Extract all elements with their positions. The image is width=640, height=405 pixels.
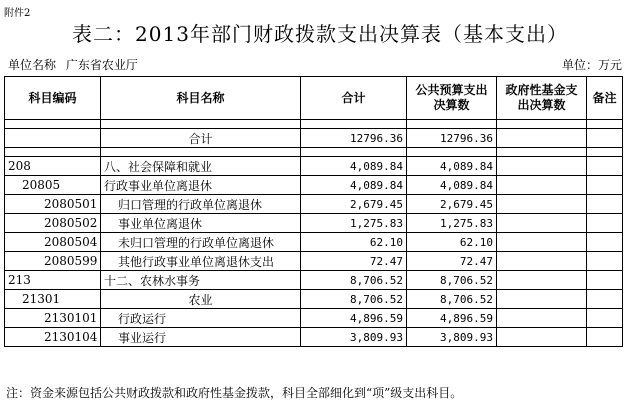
remark-cell <box>587 271 623 290</box>
table-row <box>5 328 623 347</box>
code-cell: 20805 <box>5 176 101 195</box>
header-row <box>5 77 623 120</box>
total-cell: 4,089.84 <box>301 157 407 176</box>
total-cell: 62.10 <box>301 233 407 252</box>
name-cell: 事业运行 <box>101 328 301 347</box>
gov-fund-cell <box>497 328 587 347</box>
page-title: 表二：2013年部门财政拨款支出决算表（基本支出） <box>72 22 568 46</box>
total-cell: 8,706.52 <box>301 290 407 309</box>
total-cell: 8,706.52 <box>301 271 407 290</box>
total-row <box>5 129 623 148</box>
public-budget-cell: 4,089.84 <box>407 157 497 176</box>
gov-fund-cell <box>497 290 587 309</box>
table-row <box>5 271 623 290</box>
table-row <box>5 290 623 309</box>
gov-fund-cell <box>497 176 587 195</box>
total-row-name: 合计 <box>101 129 301 148</box>
table-row <box>5 252 623 271</box>
public-budget-cell: 2,679.45 <box>407 195 497 214</box>
remark-cell <box>587 157 623 176</box>
header-public-budget: 公共预算支出决算数 <box>407 77 497 120</box>
code-cell: 2080501 <box>5 195 101 214</box>
gov-fund-cell <box>497 271 587 290</box>
remark-cell <box>587 290 623 309</box>
code-cell: 2080599 <box>5 252 101 271</box>
table-row <box>5 176 623 195</box>
total-cell: 4,089.84 <box>301 176 407 195</box>
name-cell: 行政运行 <box>101 309 301 328</box>
name-cell: 其他行政事业单位离退休支出 <box>101 252 301 271</box>
total-row-public-budget: 12796.36 <box>407 129 497 148</box>
table-row <box>5 157 623 176</box>
public-budget-cell: 4,896.59 <box>407 309 497 328</box>
public-budget-cell: 8,706.52 <box>407 290 497 309</box>
unit-info <box>8 56 144 73</box>
spacer-row <box>5 148 623 157</box>
name-cell: 农业 <box>101 290 301 309</box>
code-cell: 21301 <box>5 290 101 309</box>
public-budget-cell: 72.47 <box>407 252 497 271</box>
public-budget-cell: 8,706.52 <box>407 271 497 290</box>
code-cell: 208 <box>5 157 101 176</box>
expenditure-table <box>4 76 623 347</box>
header-gov-fund: 政府性基金支出决算数 <box>497 77 587 120</box>
total-cell: 72.47 <box>301 252 407 271</box>
total-cell: 1,275.83 <box>301 214 407 233</box>
total-cell: 4,896.59 <box>301 309 407 328</box>
remark-cell <box>587 252 623 271</box>
code-cell: 2130104 <box>5 328 101 347</box>
gov-fund-cell <box>497 252 587 271</box>
spacer-row <box>5 120 623 129</box>
name-cell: 未归口管理的行政单位离退休 <box>101 233 301 252</box>
header-total: 合计 <box>301 77 407 120</box>
public-budget-cell: 1,275.83 <box>407 214 497 233</box>
code-cell: 2080502 <box>5 214 101 233</box>
remark-cell <box>587 214 623 233</box>
header-code: 科目编码 <box>5 77 101 120</box>
remark-cell <box>587 309 623 328</box>
total-cell: 2,679.45 <box>301 195 407 214</box>
gov-fund-cell <box>497 214 587 233</box>
footnote: 注：资金来源包括公共财政拨款和政府性基金拨款，科目全部细化到“项”级支出科目。 <box>6 386 463 400</box>
name-cell: 事业单位离退休 <box>101 214 301 233</box>
remark-cell <box>587 195 623 214</box>
currency-label: 单位：万元 <box>561 58 622 72</box>
total-row-total: 12796.36 <box>301 129 407 148</box>
public-budget-cell: 3,809.93 <box>407 328 497 347</box>
attachment-label: 附件2 <box>4 8 31 19</box>
name-cell: 行政事业单位离退休 <box>101 176 301 195</box>
name-cell: 十二、农林水事务 <box>101 271 301 290</box>
code-cell: 213 <box>5 271 101 290</box>
unit-label: 单位名称 <box>8 58 57 72</box>
name-cell: 八、社会保障和就业 <box>101 157 301 176</box>
unit-name: 广东省农业厅 <box>65 58 138 72</box>
header-name: 科目名称 <box>101 77 301 120</box>
table-row <box>5 195 623 214</box>
gov-fund-cell <box>497 157 587 176</box>
code-cell: 2080504 <box>5 233 101 252</box>
header-remark: 备注 <box>587 77 623 120</box>
public-budget-cell: 62.10 <box>407 233 497 252</box>
public-budget-cell: 4,089.84 <box>407 176 497 195</box>
table-row <box>5 214 623 233</box>
gov-fund-cell <box>497 309 587 328</box>
remark-cell <box>587 176 623 195</box>
total-cell: 3,809.93 <box>301 328 407 347</box>
code-cell: 2130101 <box>5 309 101 328</box>
table-row <box>5 233 623 252</box>
remark-cell <box>587 328 623 347</box>
remark-cell <box>587 233 623 252</box>
gov-fund-cell <box>497 195 587 214</box>
name-cell: 归口管理的行政单位离退休 <box>101 195 301 214</box>
gov-fund-cell <box>497 233 587 252</box>
table-row <box>5 309 623 328</box>
